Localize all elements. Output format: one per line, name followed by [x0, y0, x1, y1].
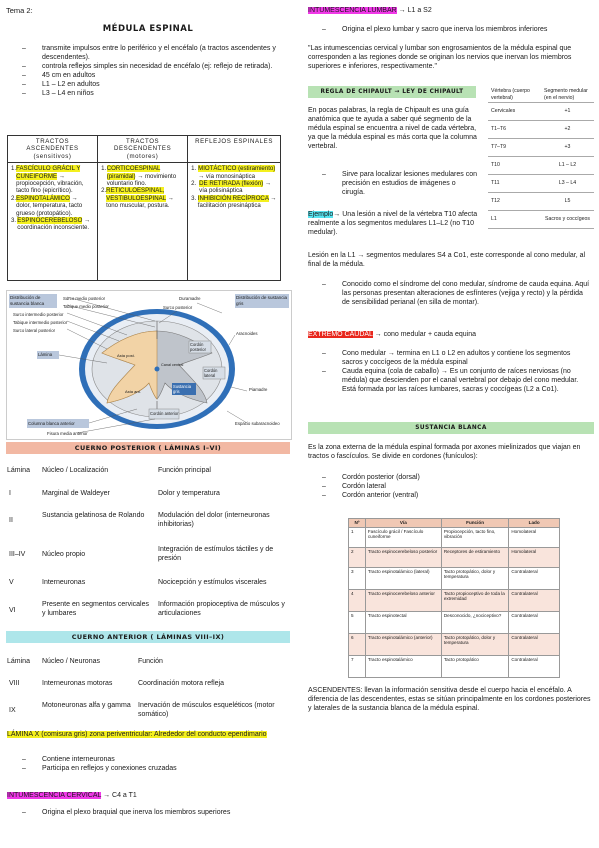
wm-cell: Tacto propioceptivo de toda la extremidad	[441, 589, 509, 611]
caudal-list	[322, 349, 592, 394]
chipault-heading: REGLA DE CHIPAULT → LEY DE CHIPAULT	[308, 86, 476, 98]
diagram-label: Cordón lateral	[204, 368, 218, 378]
intro-item: – L1 – L2 en adultos	[22, 80, 282, 89]
caudal-item: – Cauda equina (cola de caballo) → Es un conjunto de raíces nerviosas (no médula) que descienden por el canal vertebral por debajo del cono medular. Está formada por las raíces lumbares, sacras y coccígeas (L2 a Co1).	[322, 367, 592, 394]
wm-cell: Propiocepción, tacto fino, vibración	[441, 527, 509, 547]
anterior-lamina: IX	[9, 707, 16, 714]
wm-cell: Receptores de estiramiento	[441, 547, 509, 567]
tract-name: FASCÍCULO GRÁCIL Y CUNEIFORME	[16, 165, 81, 180]
wm-cell: Homolateral	[509, 547, 560, 567]
tract-name: CORTICOESPINAL (piramidal)	[106, 165, 161, 180]
lamina-x-item: – Participa en reflejos y conexiones cruzadas	[22, 764, 282, 773]
diagram-label: Canal central	[161, 363, 184, 367]
cord-item: – Cordón anterior (ventral)	[322, 491, 582, 500]
lumbar-quote: "Las intumescencias cervical y lumbar son engrosamientos de la médula espinal que corresponden a las regiones donde se originan los nervios que inervan los miembros superiores e inferiores, respectivamente."	[308, 45, 572, 70]
wm-cell: Tracto espinotalámico (anterior)	[365, 633, 441, 655]
wm-cell: Tracto espinocerebeloso posterior	[365, 547, 441, 567]
cervical-list	[22, 808, 282, 817]
white-matter-table	[348, 518, 560, 678]
reflexes-cell: 1. MIOTÁCTICO (estiramiento) → vía monosináptica 2. DE RETIRADA (flexión) → vía polisináptica 3. INHIBICIÓN RECÍPROCA → facilitación presináptica	[188, 163, 281, 281]
diagram-label: Lámina	[38, 352, 53, 357]
chipault-cell: +1	[541, 103, 594, 121]
tract-name: ESPINOTALÁMICO	[16, 194, 70, 202]
diagram-label: Surco posterior	[163, 305, 193, 310]
intro-item: – transmite impulsos entre lo periférico y el encéfalo (a tractos ascendentes y descendentes).	[22, 44, 282, 62]
ascending-summary: ASCENDENTES: llevan la información sensitiva desde el cuerpo hacia el encéfalo. A diferencia de las descendentes, estas se sitúan principalmente en los cordones posteriores y laterales de la sustancia blanca de la médula espinal.	[308, 687, 591, 712]
wm-cell: Tacto protopático, dolor y temperatura	[441, 633, 509, 655]
lamina-x-heading: LÁMINA X (comisura gris) zona periventricular: Alrededor del conducto ependimario	[7, 731, 267, 738]
anterior-header-lamina: Lámina	[7, 658, 30, 665]
lesion-item: – Conocido como el síndrome del cono medular, síndrome de cauda equina. Aquí las personas presentan alteraciones de esfínteres (vejiga y recto) y la pérdida de sensibilidad perianal (en silla de montar).	[322, 280, 592, 307]
wm-cell: 6	[349, 633, 366, 655]
lumbar-item: – Origina el plexo lumbar y sacro que inerva los miembros inferiores	[322, 25, 592, 34]
lamina-x-item: – Contiene interneuronas	[22, 755, 282, 764]
chipault-cell: Cervicales	[488, 103, 541, 121]
wm-cell: Contralateral	[509, 655, 560, 677]
cords-list	[322, 473, 582, 500]
chipault-cell: L5	[541, 193, 594, 211]
cord-item: – Cordón lateral	[322, 482, 582, 491]
posterior-header-lamina: Lámina	[7, 467, 30, 474]
posterior-lamina: I	[9, 490, 11, 497]
posterior-function: Información propioceptiva de músculos y articulaciones	[158, 601, 285, 617]
wm-cell: Fascículo grácil / Fascículo cuneiforme	[365, 527, 441, 547]
lesion-list	[322, 280, 592, 307]
wm-th-num: Nº	[349, 519, 366, 528]
diagram-right-title: Distribución de sustancia gris	[236, 295, 288, 306]
diagram-label: Surco intermedio posterior	[13, 312, 64, 317]
diagram-label: Fisura media anterior	[47, 431, 88, 436]
chipault-cell: L1 – L2	[541, 157, 594, 175]
reflex-name: DE RETIRADA (flexión)	[199, 180, 264, 188]
tract-name: ESPINOCEREBELOSO	[17, 217, 83, 225]
posterior-nucleus: Sustancia gelatinosa de Rolando	[42, 512, 145, 519]
diagram-label: Cordón anterior	[150, 411, 179, 416]
wm-cell: Contralateral	[509, 611, 560, 633]
diagram-label: Duramadre	[179, 296, 201, 301]
chipault-cell: T12	[488, 193, 541, 211]
central-canal	[155, 367, 160, 372]
ascending-cell: 1. FASCÍCULO GRÁCIL Y CUNEIFORME → propiocepción, vibración, tacto fino (epicrítico). 2. ESPINOTALÁMICO → dolor, temperatura, tacto grueso (protopático). 3. ESPINOCEREBELOSO → coordinación inconsciente.	[8, 163, 98, 281]
diagram-label: Asta ant.	[125, 389, 141, 394]
lamina-x-list	[22, 755, 282, 773]
wm-th-path: Vía	[365, 519, 441, 528]
cervical-item: – Origina el plexo braquial que inerva los miembros superiores	[22, 808, 282, 817]
white-matter-heading: SUSTANCIA BLANCA	[308, 422, 594, 434]
posterior-function: Modulación del dolor (interneuronas inhibitorias)	[158, 512, 270, 528]
diagram-label: Aracnoides	[236, 331, 258, 336]
descending-cell: 1. CORTICOESPINAL (piramidal) → movimiento voluntario fino. 2. RETICULOESPINAL, VESTIBULOESPINAL → tono muscular, postura.	[98, 163, 188, 281]
page-title: MÉDULA ESPINAL	[102, 24, 194, 34]
wm-cell: Tracto espinotalámico (lateral)	[365, 567, 441, 589]
anterior-header-neurons: Núcleo / Neuronas	[42, 658, 100, 665]
posterior-function: Dolor y temperatura	[158, 490, 220, 497]
diagram-label: Sustancia gris	[173, 384, 191, 394]
wm-cell: Tacto protopático	[441, 655, 509, 677]
chipault-cell: L3 – L4	[541, 175, 594, 193]
posterior-nucleus: Marginal de Waldeyer	[42, 490, 110, 497]
chipault-cell: L1	[488, 211, 541, 229]
wm-th-function: Función	[441, 519, 509, 528]
wm-cell: Tracto espinotectal	[365, 611, 441, 633]
anterior-neurons: Interneuronas motoras	[42, 680, 113, 687]
intro-item: – controla reflejos simples sin necesidad de encéfalo (ej: reflejo de retirada).	[22, 62, 282, 71]
tracts-header-reflexes: REFLEJOS ESPINALES	[188, 136, 281, 163]
diagram-label: Asta post.	[117, 353, 135, 358]
posterior-header-function: Función principal	[158, 467, 211, 474]
chipault-cell: T10	[488, 157, 541, 175]
diagram-label: Espacio subaracnoideo	[235, 421, 280, 426]
example-text: Ejemplo→ Una lesión a nivel de la vértebra T10 afecta realmente a los segmentos medulares L1–L2 (no T10 medular).	[308, 211, 478, 236]
topic-label: Tema 2:	[6, 6, 33, 15]
chipault-list	[322, 170, 480, 197]
diagram-label: Surco lateral posterior	[13, 328, 56, 333]
wm-cell: Homolateral	[509, 527, 560, 547]
posterior-lamina: V	[9, 579, 14, 586]
posterior-lamina: VI	[9, 607, 16, 614]
chipault-table	[488, 87, 594, 229]
anterior-lamina: VIII	[9, 680, 20, 687]
posterior-nucleus: Presente en segmentos cervicales y lumbares	[42, 601, 149, 617]
white-matter-paragraph: Es la zona externa de la médula espinal formada por axones mielinizados que viajan en tractos o fascículos. Se divide en cordones (funículos):	[308, 444, 581, 460]
tract-name: RETICULOESPINAL, VESTIBULOESPINAL	[106, 187, 166, 202]
intro-item: – 45 cm en adultos	[22, 71, 282, 80]
wm-cell: Tracto espinocerebeloso anterior	[365, 589, 441, 611]
wm-cell: 2	[349, 547, 366, 567]
anterior-horn-heading: CUERNO ANTERIOR ( LÁMINAS VIII–IX)	[6, 631, 290, 643]
reflex-name: MIOTÁCTICO (estiramiento)	[198, 165, 276, 173]
wm-cell: 3	[349, 567, 366, 589]
tracts-header-descending: TRACTOS DESCENDENTES (motores)	[98, 136, 188, 163]
wm-cell: Contralateral	[509, 589, 560, 611]
diagram-label: Surco medio posterior	[63, 296, 106, 301]
cord-item: – Cordón posterior (dorsal)	[322, 473, 582, 482]
wm-cell: 1	[349, 527, 366, 547]
chipault-th-segment: Segmento medular (en el nervio)	[541, 87, 594, 103]
posterior-function: Nocicepción y estímulos viscerales	[158, 579, 267, 586]
example-label: Ejemplo	[308, 211, 334, 218]
chipault-item: – Sirve para localizar lesiones medulares con precisión en estudios de imágenes o cirugía.	[322, 170, 480, 197]
wm-cell: 7	[349, 655, 366, 677]
reflex-name: INHIBICIÓN RECÍPROCA	[197, 194, 269, 202]
anterior-header-function: Función	[138, 658, 163, 665]
wm-cell: Contralateral	[509, 633, 560, 655]
caudal-heading: EXTREMO CAUDAL → cono medular + cauda equina	[308, 331, 477, 338]
diagram-label: Tabique medio posterior	[63, 304, 109, 309]
diagram-label: Tabique intermedio posterior	[13, 320, 68, 325]
chipault-cell: +2	[541, 121, 594, 139]
diagram-label: Columna blanca anterior	[28, 421, 75, 426]
intro-item: – L3 – L4 en niños	[22, 89, 282, 98]
chipault-cell: T11	[488, 175, 541, 193]
cervical-heading: INTUMESCENCIA CERVICAL → C4 a T1	[7, 792, 137, 799]
tracts-table	[7, 135, 281, 281]
lumbar-heading: INTUMESCENCIA LUMBAR → L1 a S2	[308, 7, 432, 14]
chipault-cell: +3	[541, 139, 594, 157]
anterior-neurons: Motoneuronas alfa y gamma	[42, 702, 131, 709]
lesion-text: Lesión en la L1 → segmentos medulares S4 a Co1, este corresponde al cono medular, al final de la médula.	[308, 252, 586, 268]
posterior-nucleus: Interneuronas	[42, 579, 86, 586]
wm-cell: Tracto espinotalámico	[365, 655, 441, 677]
anterior-function: Inervación de músculos esqueléticos (motor somático)	[138, 702, 275, 718]
wm-th-side: Lado	[509, 519, 560, 528]
wm-cell: Desconocido, ¿nociceptivo?	[441, 611, 509, 633]
posterior-function: Integración de estímulos táctiles y de presión	[158, 546, 274, 562]
posterior-header-nucleus: Núcleo / Localización	[42, 467, 109, 474]
diagram-left-title: Distribución de sustancia blanca	[10, 295, 45, 306]
wm-cell: 4	[349, 589, 366, 611]
posterior-lamina: III–IV	[9, 551, 26, 558]
chipault-cell: T1–T6	[488, 121, 541, 139]
posterior-horn-heading: CUERNO POSTERIOR ( LÁMINAS I–VI)	[6, 442, 290, 454]
lumbar-list	[322, 25, 592, 34]
posterior-nucleus: Núcleo propio	[42, 551, 86, 558]
wm-cell: Tacto protopático, dolor y temperatura	[441, 567, 509, 589]
tracts-header-ascending: TRACTOS ASCENDENTES (sensitivos)	[8, 136, 98, 163]
anterior-function: Coordinación motora refleja	[138, 680, 224, 687]
chipault-cell: Sacros y coccígeos	[541, 211, 594, 229]
posterior-lamina: II	[9, 517, 13, 524]
wm-cell: 5	[349, 611, 366, 633]
spinal-cord-diagram	[6, 290, 292, 440]
chipault-cell: T7–T9	[488, 139, 541, 157]
diagram-label: Cordón posterior	[190, 342, 206, 352]
diagram-label: Piamadre	[249, 387, 268, 392]
diagram-left-labels	[9, 295, 109, 335]
wm-cell: Contralateral	[509, 567, 560, 589]
chipault-paragraph: En pocas palabras, la regla de Chipault es una guía anatómica que te ayuda a saber qué segmento de la médula espinal se encuentra a nivel de cada vértebra, ya que la médula espinal es más corta que la columna vertebral.	[308, 107, 477, 150]
caudal-item: – Cono medular → termina en L1 o L2 en adultos y contiene los segmentos sacros y coccígeos de la médula espinal	[322, 349, 592, 367]
intro-list	[22, 44, 282, 98]
chipault-th-vertebra: Vértebra (cuerpo vertebral)	[488, 87, 541, 103]
